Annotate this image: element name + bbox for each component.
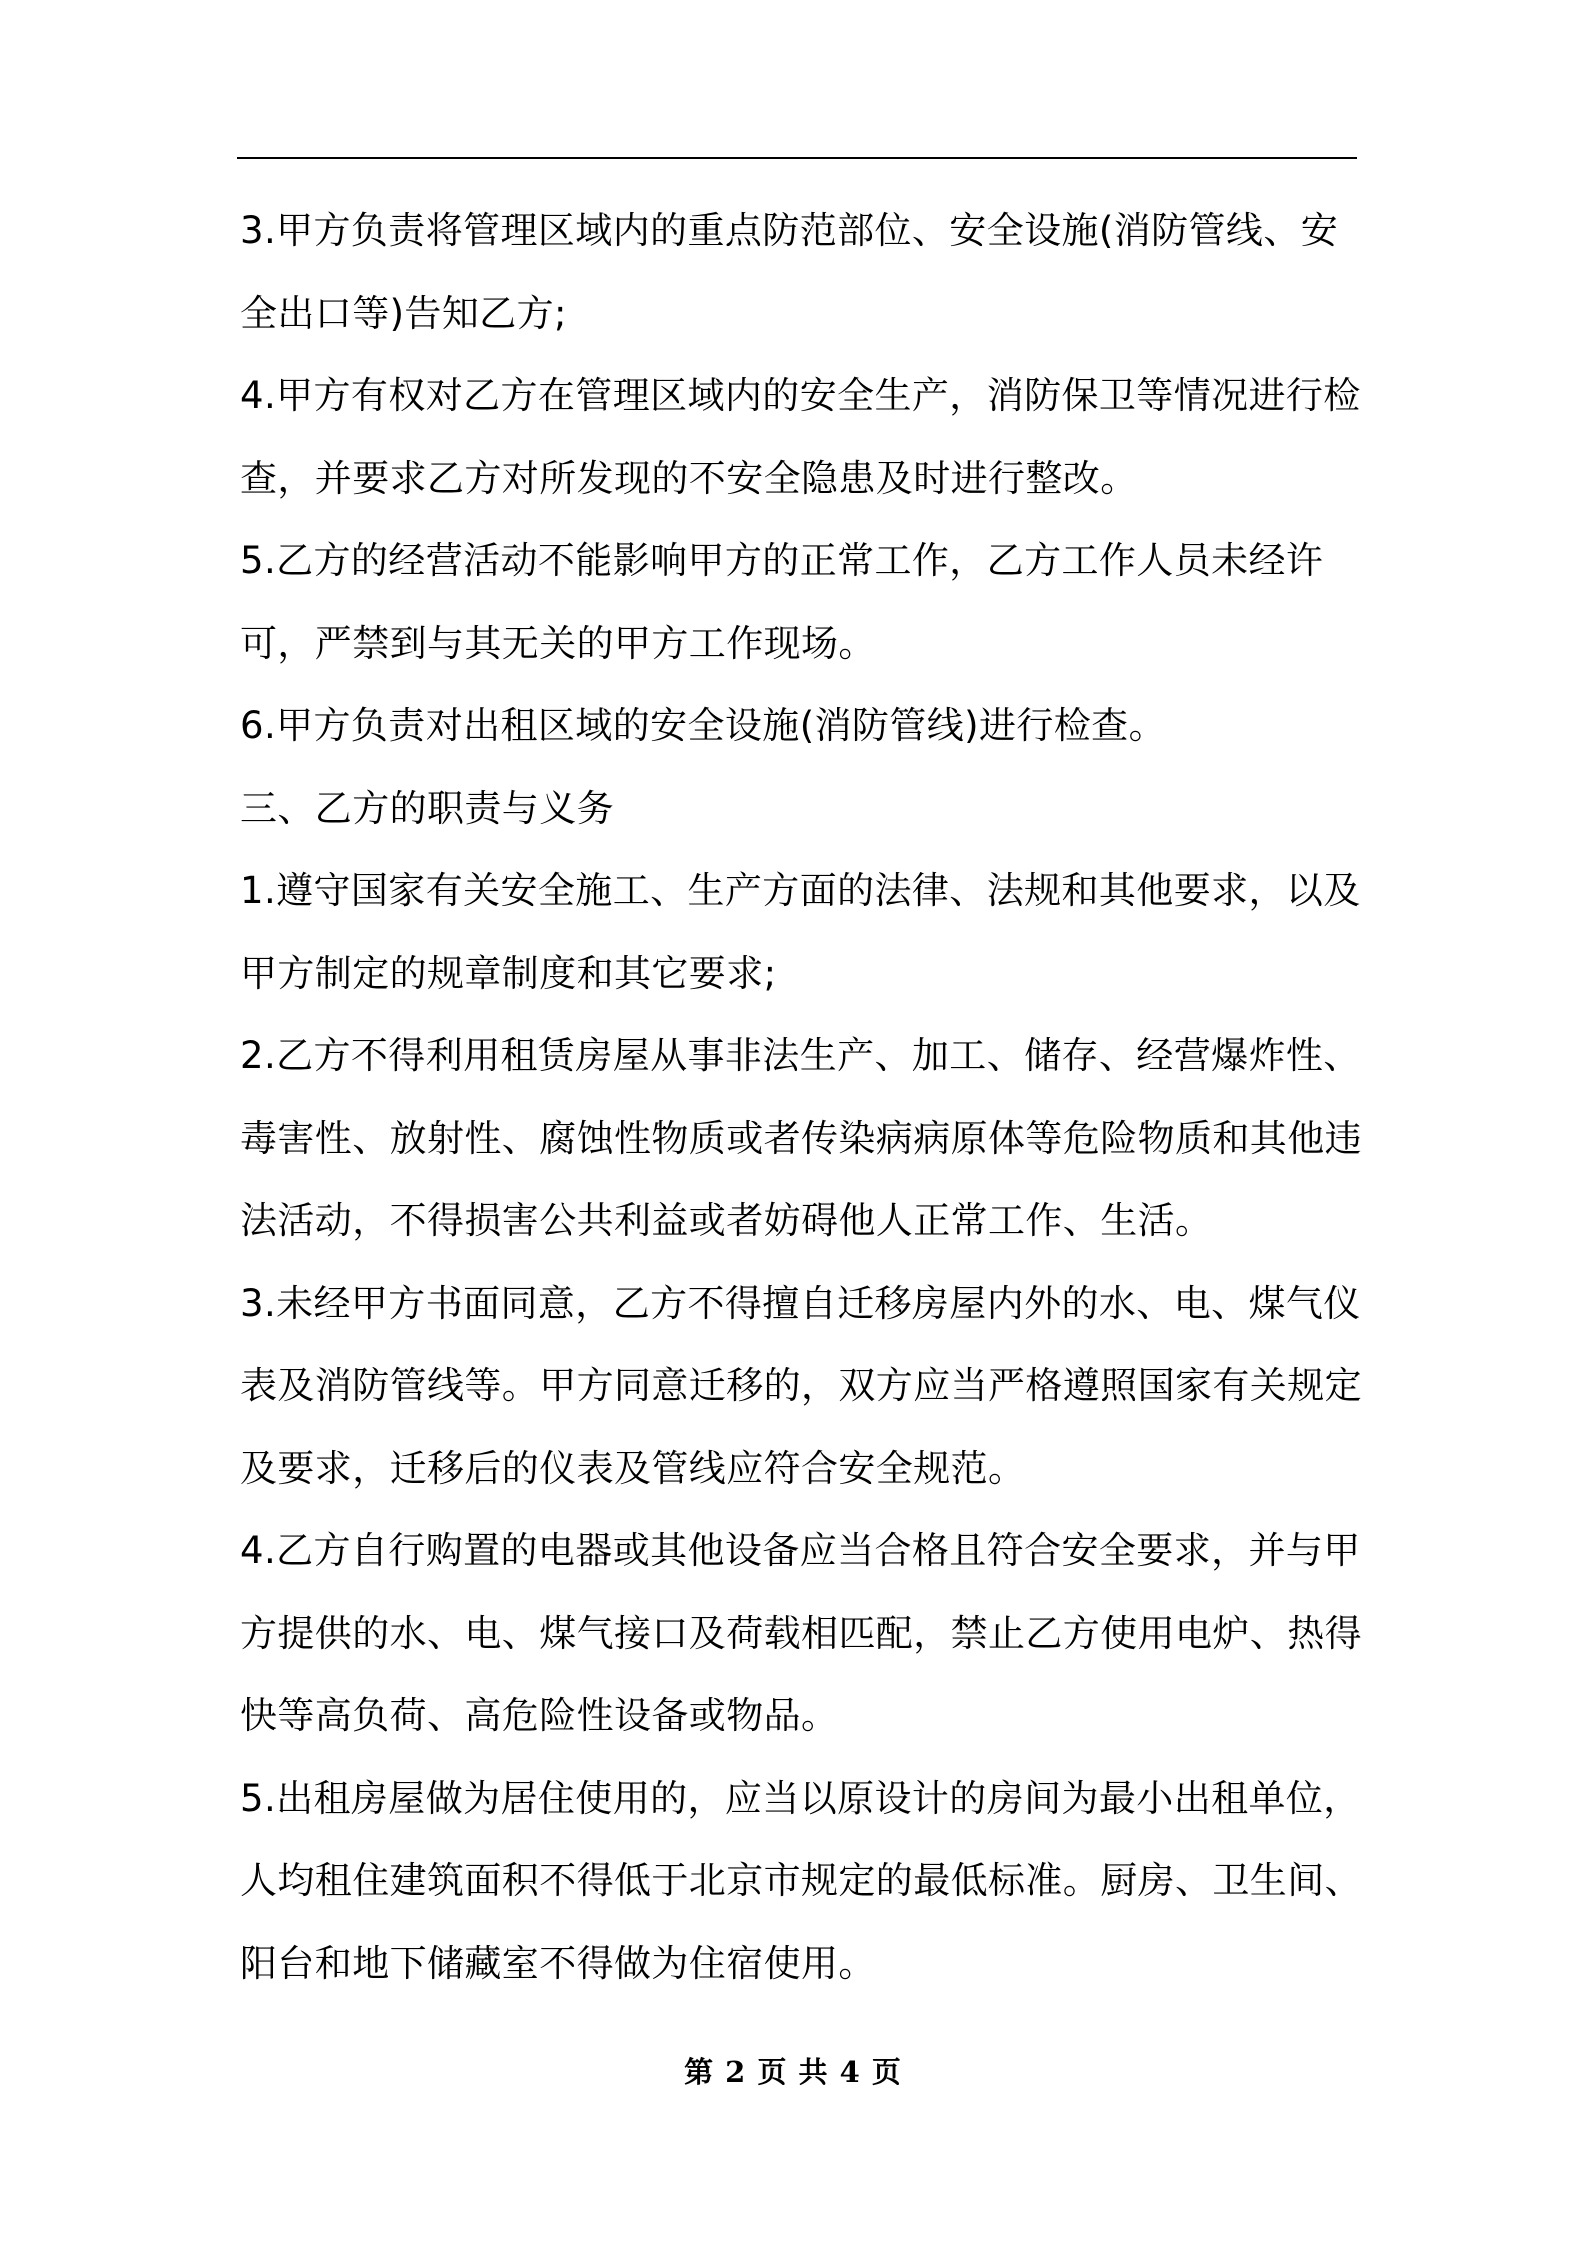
header-divider: [237, 157, 1357, 159]
paragraph-clause-a5: 5.乙方的经营活动不能影响甲方的正常工作，乙方工作人员未经许可，严禁到与其无关的甲方工作现场。: [240, 539, 1324, 665]
document-body: [240, 190, 1370, 2005]
paragraph-clause-b5: 5.出租房屋做为居住使用的，应当以原设计的房间为最小出租单位，人均租住建筑面积不得低于北京市规定的最低标准。厨房、卫生间、阳台和地下储藏室不得做为住宿使用。: [240, 1776, 1362, 1985]
paragraph-clause-a4: 4.甲方有权对乙方在管理区域内的安全生产，消防保卫等情况进行检查，并要求乙方对所发现的不安全隐患及时进行整改。: [240, 374, 1361, 500]
section-heading: 三、乙方的职责与义务: [240, 786, 614, 830]
paragraph-clause-b4: 4.乙方自行购置的电器或其他设备应当合格且符合安全要求，并与甲方提供的水、电、煤气接口及荷载相匹配，禁止乙方使用电炉、热得快等高负荷、高危险性设备或物品。: [240, 1529, 1362, 1737]
paragraph-clause-b3: 3.未经甲方书面同意，乙方不得擅自迁移房屋内外的水、电、煤气仪表及消防管线等。甲方同意迁移的，双方应当严格遵照国家有关规定及要求，迁移后的仪表及管线应符合安全规范。: [240, 1281, 1362, 1490]
page-number-footer: 第 2 页 共 4 页: [684, 2055, 902, 2089]
paragraph-clause-b1: 1.遵守国家有关安全施工、生产方面的法律、法规和其他要求，以及甲方制定的规章制度和其它要求;: [240, 869, 1361, 995]
paragraph-clause-b2: 2.乙方不得利用租赁房屋从事非法生产、加工、储存、经营爆炸性、毒害性、放射性、腐蚀性物质或者传染病病原体等危险物质和其他违法活动，不得损害公共利益或者妨碍他人正常工作、生活。: [240, 1034, 1362, 1242]
paragraph-clause-a3: 3.甲方负责将管理区域内的重点防范部位、安全设施(消防管线、安全出口等)告知乙方;: [240, 209, 1339, 335]
paragraph-clause-a6: 6.甲方负责对出租区域的安全设施(消防管线)进行检查。: [240, 704, 1166, 747]
